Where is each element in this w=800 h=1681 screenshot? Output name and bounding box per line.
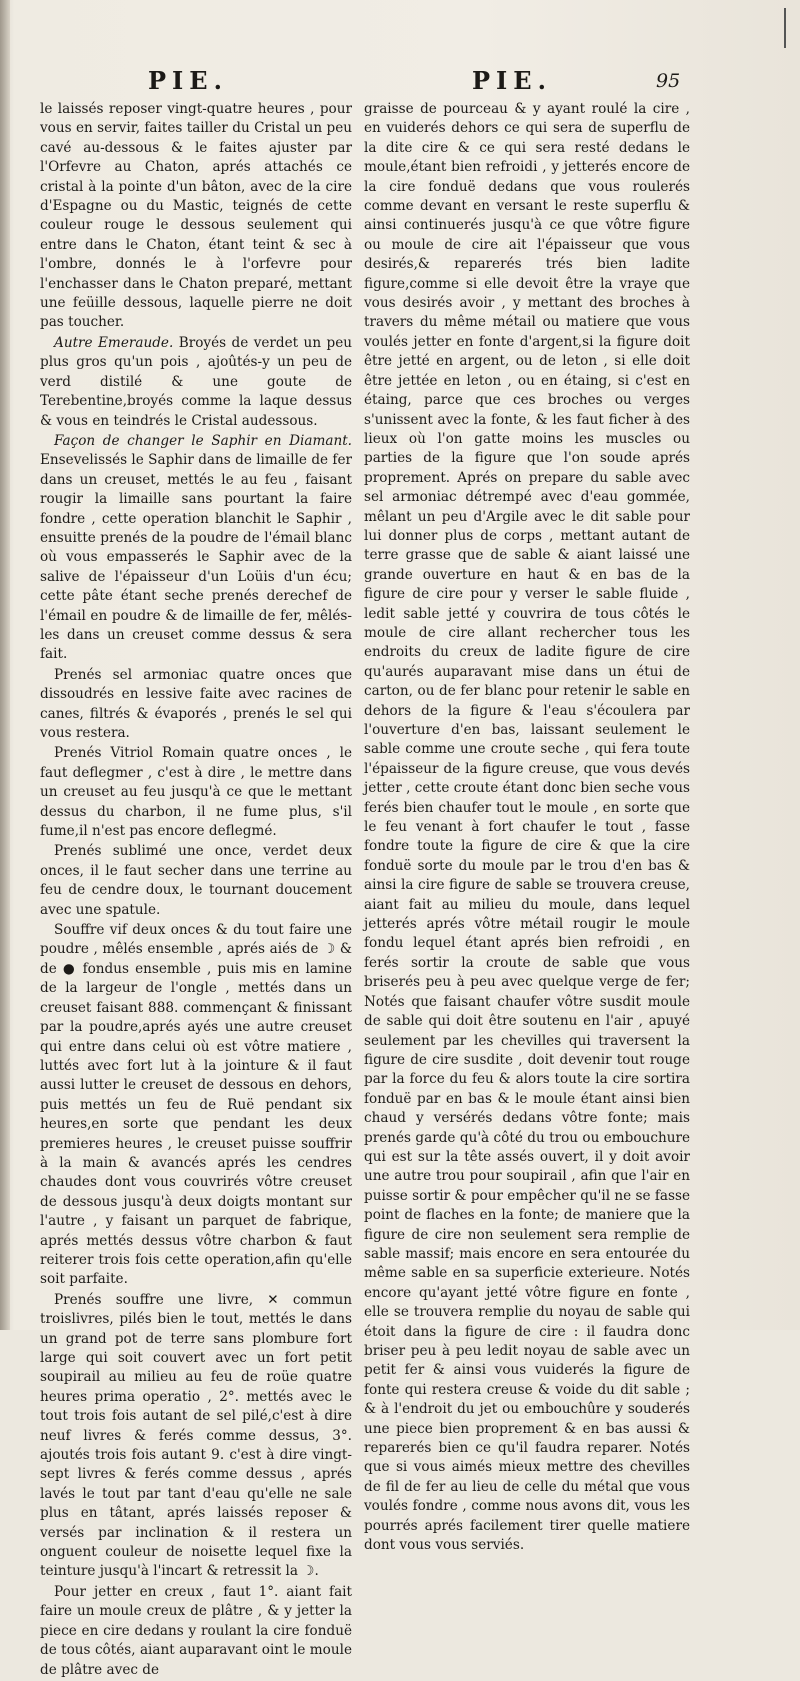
left-column	[40, 100, 352, 1681]
paragraph-text: Ensevelissés le Saphir dans de limaille de fer dans un creuset, mettés le au feu , faisant rougir la limaille sans pourtant la faire fondre , cette operation blanchit le Saphir , ensuitte prenés de la poudre de l'émail blanc où vous empasserés le Saphir avec de la salive de l'épaisseur d'un Loüis d'un écu; cette pâte étant seche prenés derechef de l'émail en poudre & de limaille de fer, mêlés-les dans un creuset comme dessus & sera fait.	[40, 452, 352, 663]
paragraph-text: Pour jetter en creux , faut 1°. aiant fait faire un moule creux de plâtre , & y jetter la piece en cire dedans y roulant la cire fonduë de tous côtés, aiant auparavant oint le moule de plâtre avec de	[40, 1583, 352, 1678]
paragraph	[364, 100, 690, 1555]
paragraph-lead: Autre Emeraude.	[54, 334, 174, 351]
paragraph-text: Prenés Vitriol Romain quatre onces , le faut deflegmer , c'est à dire , le mettre dans un creuset au feu jusqu'à ce que le mettant dessus du charbon, il ne fume plus, s'il fume,il n'est pas encore deflegmé.	[40, 745, 352, 840]
running-head-left: PIE.	[148, 66, 228, 95]
paragraph-text: Prenés sel armoniac quatre onces que dissoudrés en lessive faite avec racines de canes, filtrés & évaporés , prenés le sel qui vous restera.	[40, 666, 352, 741]
running-head-right: PIE.	[472, 66, 552, 95]
paragraph-text: graisse de pourceau & y ayant roulé la cire , en vuiderés dehors ce qui sera de superflu de la dite cire & ce qui sera resté dedans le moule,étant bien refroidi , y jetterés encore de la cire fonduë dedans que vous roulerés comme devant en versant le reste superflu & ainsi continuerés jusqu'à ce que vôtre figure ou moule de cire ait l'épaisseur que vous desirés,& reparerés trés bien ladite figure,comme si elle devoit être la vraye que vous desirés avoir , y mettant des broches à travers du même métail ou matiere que vous voulés jetter en fonte d'argent,si la figure doit être jetté en argent, ou de leton , si elle doit être jettée en leton , ou en étaing, si c'est en étaing, parce que ces broches ou verges s'unissent avec la fonte, & les faut ficher à des lieux où l'on gatte moins les muscles ou parties de la figure que l'on soude aprés proprement. Aprés on prepare du sable avec sel armoniac détrempé avec d'eau gommée, mêlant un peu d'Argile avec le dit sable pour lui donner plus de corps , mettant autant de terre grasse que de sable & aiant laissé une grande ouverture en haut & en bas de la figure de cire pour y verser le sable fluide , ledit sable jetté y couvrira de tous côtés le moule de cire allant rechercher tous les endroits du creux de ladite figure de cire qu'aurés auparavant mise dans un étui de carton, ou de fer blanc pour retenir le sable en dehors de la figure & l'eau s'écoulera par l'ouverture d'en bas, laissant seulement le sable comme une croute seche , qui fera toute l'épaisseur de la figure creuse, que vous devés jetter , cette croute étant donc bien seche vous ferés bien chaufer tout le moule , en sorte que le feu venant à fort chaufer le tout , fasse fondre toute la figure de cire & que la cire fonduë sorte du moule par le trou d'en bas & ainsi la cire figure de sable se trouvera creuse, aiant fait au milieu du moule, dans lequel jetterés aprés vôtre métail rougir le moule fondu lequel étant aprés bien refroidi , en ferés sortir la croute de sable que vous briserés peu à peu avec quelque verge de fer; Notés que faisant chaufer vôtre susdit moule de sable qui doit être soutenu en l'air , apuyé seulement par les chevilles qui traversent la figure de cire susdite , doit devenir tout rouge par la force du feu & alors toute la cire sortira fonduë par en bas & le moule étant ainsi bien chaud y versérés dedans vôtre fonte; mais prenés garde qu'à côté du trou ou embouchure qui est sur la tête assés ouvert, il y doit avoir une autre trou pour soupirail , afin que l'air en puisse sortir & pour empêcher qu'il ne se fasse point de flaches en la fonte; de maniere que la figure de cire non seulement sera remplie de sable massif; mais encore en sera entourée du même sable en sa superficie exterieure. Notés encore qu'ayant jetté vôtre figure en fonte , elle se trouvera remplie du noyau de sable qui étoit dans la figure de cire : il faudra donc briser peu à peu ledit noyau de sable avec un petit fer & ainsi vous vuiderés la figure de fonte qui restera creuse & voide du dit sable ; & à l'endroit du jet ou embouchûre y souderés une piece bien proprement & en bas aussi & reparerés bien ce qu'il faudra reparer. Notés que si vous aimés mieux mettre des chevilles de fil de fer au lieu de celle du métal que vous voulés fondre , comme nous avons dit, vous les pourrés aprés facilement tirer quelle matiere dont vous vous serviés.	[364, 101, 691, 1554]
paragraph	[40, 842, 352, 920]
page-gutter	[0, 0, 10, 1330]
paragraph-lead: Façon de changer le Saphir en Diamant.	[54, 432, 352, 449]
paragraph	[40, 1291, 352, 1582]
paragraph	[40, 666, 352, 744]
paragraph	[40, 432, 352, 665]
paragraph-text: Broyés de verdet un peu plus gros qu'un pois , ajoûtés-y un peu de verd distilé & une goute de Terebentine,broyés comme la laque dessus & vous en teindrés le Cristal audessous.	[40, 334, 352, 429]
paragraph	[40, 1583, 352, 1680]
paragraph-text: Prenés souffre une livre, ✕ commun troislivres, pilés bien le tout, mettés le dans un grand pot de terre sans plombure fort large qui soit couvert avec un fort petit soupirail au milieu au feu de roüe quatre heures prima operatio , 2°. mettés avec le tout trois fois autant de sel pilé,c'est à dire neuf livres & ferés comme dessus, 3°. ajoutés trois fois autant 9. c'est à dire vingt-sept livres & ferés comme dessus , aprés lavés le tout par tant d'eau qu'elle ne sale plus en tâtant, aprés laissés reposer & versés par inclination & il restera un onguent couleur de noisette lequel fixe la teinture jusqu'à l'incart & retressit la ☽.	[40, 1291, 352, 1580]
paragraph	[40, 334, 352, 431]
page-header	[0, 66, 800, 96]
paragraph	[40, 921, 352, 1290]
paragraph-text: Souffre vif deux onces & du tout faire une poudre , mêlés ensemble , aprés aiés de ☽ & de ● fondus ensemble , puis mis en lamine de la largeur de l'ongle , mettés dans un creuset faisant 888. commençant & finissant par la poudre,aprés ayés une autre creuset qui entre dans celui où est vôtre matiere , luttés avec fort lut à la jointure & il faut aussi lutter le creuset de dessous en dehors, puis mettés un feu de Ruë pendant six heures,en sorte que pendant les deux premieres heures , le creuset puisse souffrir à la main & avancés aprés les cendres chaudes dont vous couvrirés vôtre creuset de dessous jusqu'à deux doigts montant sur l'autre , y faisant un parquet de fabrique, aprés mettés dessus vôtre charbon & faut reiterer trois fois cette operation,afin qu'elle soit parfaite.	[40, 922, 352, 1288]
paragraph-text: Prenés sublimé une once, verdet deux onces, il le faut secher dans une terrine au feu de cendre doux, le tournant doucement avec une spatule.	[40, 843, 352, 918]
right-column	[364, 100, 690, 1556]
page-number: 95	[656, 70, 681, 92]
paragraph-text: le laissés reposer vingt-quatre heures , pour vous en servir, faites tailler du Cristal un peu cavé au-dessous & le faites ajuster par l'Orfevre au Chaton, aprés attachés ce cristal à la pointe d'un bâton, avec de la cire d'Espagne ou du Mastic, teignés de cette couleur rouge le dessous seulement qui entre dans le Chaton, étant teint & sec à l'ombre, donnés le à l'orfevre pour l'enchasser dans le Chaton preparé, mettant une feüille dessous, laquelle pierre ne doit pas toucher.	[40, 101, 352, 331]
paragraph	[40, 744, 352, 841]
margin-mark	[784, 8, 796, 48]
paragraph	[40, 100, 352, 333]
